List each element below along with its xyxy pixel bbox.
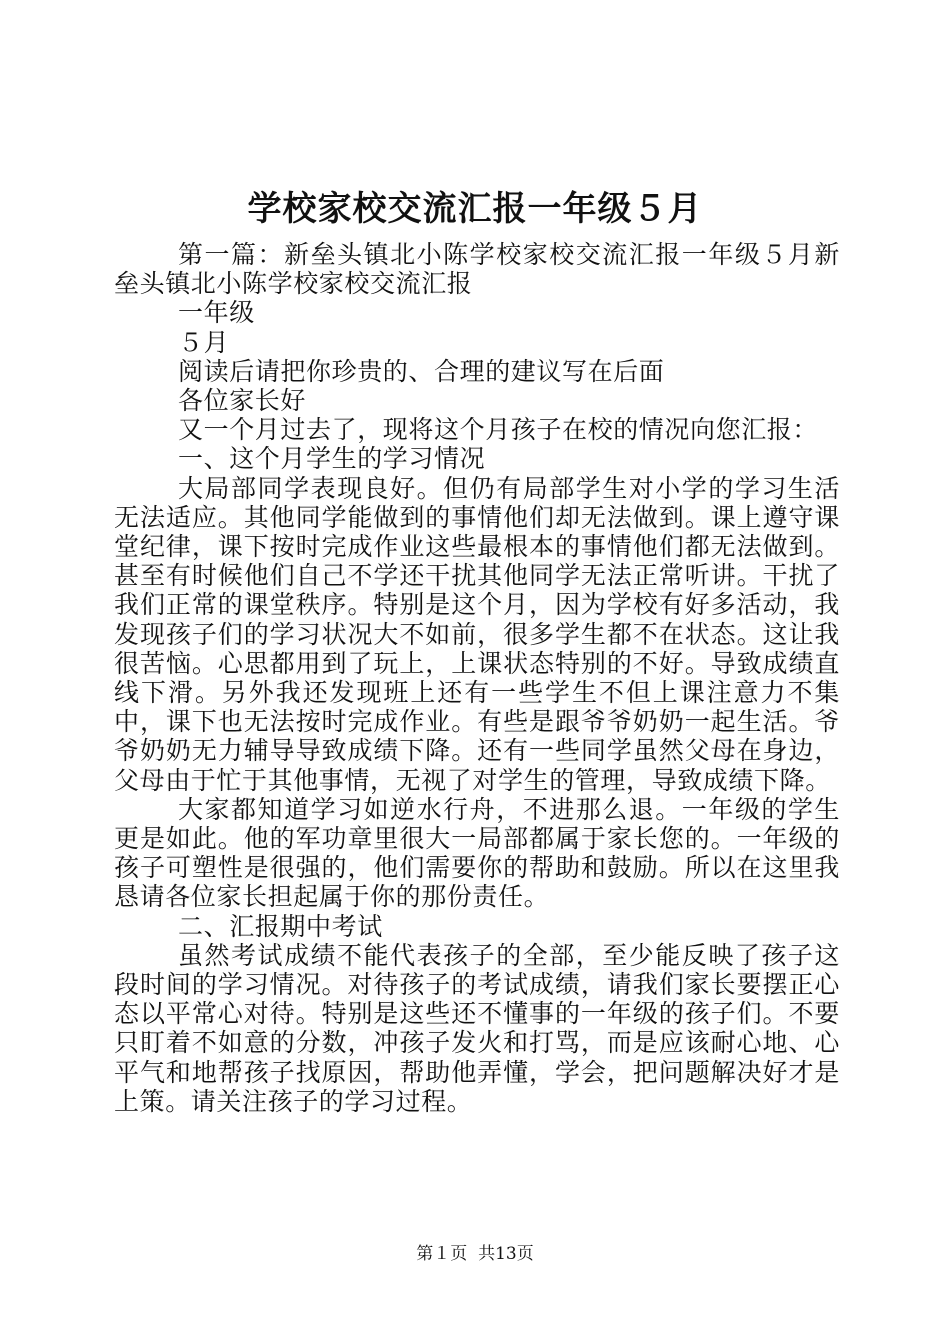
section-heading-2: 二、汇报期中考试 — [178, 911, 383, 941]
document-title: 学校家校交流汇报一年级５月 — [247, 189, 703, 229]
paragraph-5: 各位家长好 — [178, 386, 307, 416]
document-body — [114, 240, 840, 1116]
page-footer — [0, 1242, 950, 1266]
page-total: 共13页 — [478, 1244, 534, 1264]
paragraph-4: 阅读后请把你珍贵的、合理的建议写在后面 — [178, 356, 665, 386]
paragraph-2: 一年级 — [178, 298, 255, 328]
paragraph-3: ５月 — [178, 327, 230, 357]
paragraph-9: 大家都知道学习如逆水行舟，不进那么退。一年级的学生更是如此。他的军功章里很大一局部都属于家长您的。一年级的孩子可塑性是很强的，他们需要你的帮助和鼓励。所以在这里我恳请各位家长担起属于你的那份责任。 — [114, 794, 840, 912]
section-heading-1: 一、这个月学生的学习情况 — [178, 444, 486, 474]
paragraph-8: 大局部同学表现良好。但仍有局部学生对小学的学习生活无法适应。其他同学能做到的事情他们却无法做到。课上遵守课堂纪律，课下按时完成作业这些最根本的事情他们都无法做到。甚至有时候他们自己不学还干扰其他同学无法正常听讲。干扰了我们正常的课堂秩序。特别是这个月，因为学校有好多活动，我发现孩子们的学习状况大不如前，很多学生都不在状态。这让我很苦恼。心思都用到了玩上，上课状态特别的不好。导致成绩直线下滑。另外我还发现班上还有一些学生不但上课注意力不集中，课下也无法按时完成作业。有些是跟爷爷奶奶一起生活。爷爷奶奶无力辅导导致成绩下降。还有一些同学虽然父母在身边，父母由于忙于其他事情，无视了对学生的管理，导致成绩下降。 — [114, 473, 840, 795]
paragraph-1: 第一篇：新垒头镇北小陈学校家校交流汇报一年级５月新垒头镇北小陈学校家校交流汇报 — [114, 240, 840, 299]
page-number: 第１页 — [416, 1244, 468, 1264]
paragraph-6: 又一个月过去了，现将这个月孩子在校的情况向您汇报： — [178, 415, 819, 445]
paragraph-11: 虽然考试成绩不能代表孩子的全部，至少能反映了孩子这段时间的学习情况。对待孩子的考试成绩，请我们家长要摆正心态以平常心对待。特别是这些还不懂事的一年级的孩子们。不要只盯着不如意的分数，冲孩子发火和打骂，而是应该耐心地、心平气和地帮孩子找原因，帮助他弄懂，学会，把问题解决好才是上策。请关注孩子的学习过程。 — [114, 940, 840, 1116]
